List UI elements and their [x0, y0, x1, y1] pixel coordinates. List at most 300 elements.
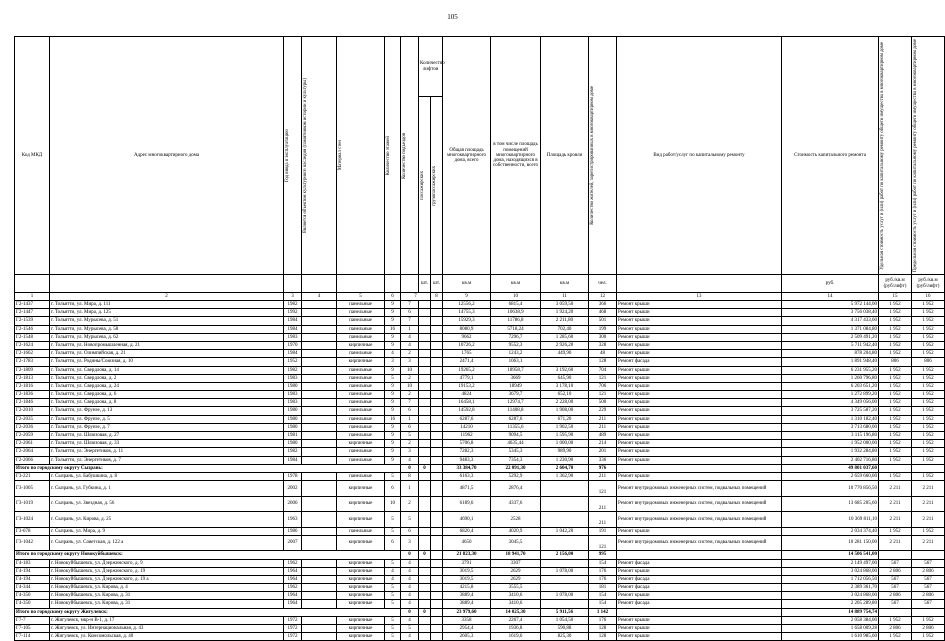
table-cell: Ремонт крыши — [617, 341, 782, 349]
subtotal-cell: 1 142 — [589, 608, 617, 616]
table-cell: 5 — [385, 616, 401, 624]
table-cell — [419, 600, 431, 608]
subtotal-cell — [617, 464, 782, 472]
table-cell: 9552,3 — [491, 341, 541, 349]
table-cell: 1 952 — [879, 399, 912, 407]
table-cell: 5 — [385, 625, 401, 633]
table-cell — [419, 616, 431, 624]
table-cell: 6287,6 — [491, 415, 541, 423]
table-cell: 1962 — [284, 584, 302, 592]
table-cell: 2 806 — [879, 625, 912, 633]
table-cell: 1 952 — [879, 440, 912, 448]
table-cell: 16 — [385, 325, 401, 333]
table-cell: 181 — [589, 584, 617, 592]
table-cell: кирпичные — [337, 535, 385, 551]
table-cell: 1 952 — [879, 407, 912, 415]
table-cell: 1978 — [284, 472, 302, 480]
table-cell: 1984 — [284, 456, 302, 464]
table-cell: 1 285,60 — [541, 333, 589, 341]
table-cell: 2267,4 — [491, 616, 541, 624]
table-cell: 1964 — [284, 575, 302, 583]
table-cell: Г2-1783 — [15, 358, 50, 366]
subtotal-cell — [431, 464, 443, 472]
table-cell: 2 211 — [879, 481, 912, 497]
table-cell: 1 260 796,80 — [782, 374, 879, 382]
table-cell: Г2-1447 — [15, 309, 50, 317]
table-cell: кирпичные — [337, 584, 385, 592]
table-cell: панельные — [337, 407, 385, 415]
table-cell — [302, 391, 337, 399]
subtotal-cell: 23 979,60 — [443, 608, 491, 616]
table-cell: 8 — [401, 472, 419, 480]
table-cell: Г4-350 — [15, 600, 50, 608]
table-cell: 3 192,60 — [541, 366, 589, 374]
table-cell: 9 — [385, 399, 401, 407]
table-cell: г. Тольятти, ул. Свердлова, д. 8 — [50, 399, 284, 407]
table-cell — [419, 350, 431, 358]
table-cell: панельные — [337, 301, 385, 309]
column-number: 8 — [431, 293, 443, 301]
table-cell: Г3-1005 — [15, 481, 50, 497]
table-cell: 1 952 — [879, 633, 912, 641]
table-cell — [302, 432, 337, 440]
header-floors: Количество этажей — [386, 135, 391, 176]
table-cell: 9094,5 — [491, 432, 541, 440]
table-cell: 1984 — [284, 325, 302, 333]
header-owned-area: в том числе площадь помещений многоквартирного дома, находящихся в собственности, всего — [491, 37, 541, 275]
table-cell: 128 — [589, 633, 617, 641]
table-cell: 1 — [401, 481, 419, 497]
table-cell — [302, 440, 337, 448]
table-cell: 1 952 — [912, 440, 945, 448]
unit-cell: руб./кв.м (руб/лифт) — [879, 275, 912, 293]
table-cell: 1 891 948,40 — [782, 358, 879, 366]
table-cell — [431, 496, 443, 512]
table-cell: 1 952 — [912, 350, 945, 358]
table-cell: панельные — [337, 350, 385, 358]
subtotal-row — [15, 551, 945, 559]
column-number: 2 — [50, 293, 284, 301]
table-cell: 3669 — [491, 374, 541, 382]
table-cell: 4 — [401, 592, 419, 600]
table-cell: 1243,2 — [491, 350, 541, 358]
table-cell: 2 205 289,80 — [782, 600, 879, 608]
table-cell: Ремонт крыши — [617, 301, 782, 309]
unit-cell: кв.м — [491, 275, 541, 293]
table-cell: панельные — [337, 325, 385, 333]
table-cell: 1619,6 — [491, 633, 541, 641]
table-cell: 1 054,50 — [541, 616, 589, 624]
table-cell: 1 952 — [912, 407, 945, 415]
table-cell: панельные — [337, 391, 385, 399]
table-cell — [419, 625, 431, 633]
table-cell — [431, 350, 443, 358]
table-cell: 2 — [401, 350, 419, 358]
table-cell: г. Жигулевск, ул. Интернациональная, д. 43 — [50, 625, 284, 633]
table-cell — [419, 423, 431, 431]
column-number: 11 — [541, 293, 589, 301]
subtotal-cell — [879, 464, 912, 472]
table-cell: 1 952 — [879, 448, 912, 456]
table-cell: панельные — [337, 399, 385, 407]
header-lifts-passenger: пассажирских — [420, 171, 425, 201]
table-cell — [419, 374, 431, 382]
table-cell: 1 952 — [879, 456, 912, 464]
table-cell: 2 926,20 — [541, 341, 589, 349]
table-cell: 1 — [401, 415, 419, 423]
table-cell: 6 — [401, 423, 419, 431]
table-cell: 2 806 — [912, 592, 945, 600]
table-cell — [541, 575, 589, 583]
subtotal-cell: 976 — [589, 464, 617, 472]
table-cell: 3 — [401, 535, 419, 551]
table-cell — [302, 472, 337, 480]
table-cell: 121 — [589, 391, 617, 399]
table-cell: 1980 — [284, 415, 302, 423]
table-cell: 4 — [401, 333, 419, 341]
table-cell: 3019,5 — [443, 567, 491, 575]
table-cell: г. Новокуйбышевск, ул. Дзержинского, д. 9 — [50, 559, 284, 567]
table-cell: Г4-350 — [15, 592, 50, 600]
units-row — [15, 275, 945, 293]
table-cell: 1 952 — [879, 325, 912, 333]
table-cell: 4 — [401, 633, 419, 641]
table-cell: 652,10 — [541, 391, 589, 399]
table-cell: 9 — [385, 317, 401, 325]
table-cell: 3889,4 — [443, 592, 491, 600]
table-cell: 121 — [589, 535, 617, 551]
table-cell — [302, 567, 337, 575]
table-row — [15, 567, 945, 575]
table-row — [15, 333, 945, 341]
table-cell — [302, 456, 337, 464]
table-cell: 18958,7 — [491, 366, 541, 374]
table-cell: 1984 — [284, 317, 302, 325]
table-cell: 9483,3 — [443, 456, 491, 464]
table-cell: 1 952 — [912, 448, 945, 456]
table-cell: 1963 — [284, 512, 302, 528]
table-cell — [302, 616, 337, 624]
subtotal-cell: 21 823,30 — [443, 551, 491, 559]
table-cell — [431, 366, 443, 374]
table-row — [15, 301, 945, 309]
table-cell: 1 371 084,80 — [782, 325, 879, 333]
table-cell: 191 — [589, 527, 617, 535]
table-cell: 154 — [589, 592, 617, 600]
table-cell: 1 952 — [912, 309, 945, 317]
table-cell: г. Тольятти, ул. Энергетиков, д. 7 — [50, 456, 284, 464]
table-cell: 1936,8 — [491, 625, 541, 633]
table-cell: панельные — [337, 432, 385, 440]
table-cell: 7 — [401, 301, 419, 309]
table-cell: 590,88 — [541, 625, 589, 633]
table-cell: Г3-1042 — [15, 535, 50, 551]
table-cell — [419, 382, 431, 390]
table-cell — [302, 535, 337, 551]
table-cell: 4337,6 — [491, 496, 541, 512]
table-cell: панельные — [337, 423, 385, 431]
table-cell — [541, 559, 589, 567]
table-row — [15, 382, 945, 390]
table-cell: 1 952 — [912, 391, 945, 399]
table-row — [15, 448, 945, 456]
table-cell: 3 756 038,40 — [782, 309, 879, 317]
table-cell: 199 — [589, 325, 617, 333]
table-cell: 706 — [589, 382, 617, 390]
table-cell — [302, 512, 337, 528]
table-cell: 4 — [401, 575, 419, 583]
table-cell: 3 — [385, 358, 401, 366]
table-cell: 500 — [589, 399, 617, 407]
table-cell — [419, 535, 431, 551]
table-cell: 13 685 205,60 — [782, 496, 879, 512]
table-cell: 489 — [589, 432, 617, 440]
table-cell: 154 — [589, 600, 617, 608]
table-cell — [431, 527, 443, 535]
table-cell: 2 211,80 — [541, 317, 589, 325]
table-cell: 3 713 680,00 — [782, 423, 879, 431]
table-cell: 5 — [385, 527, 401, 535]
table-cell — [431, 374, 443, 382]
column-number: 9 — [443, 293, 491, 301]
table-row — [15, 625, 945, 633]
table-cell: кирпичные — [337, 592, 385, 600]
table-cell — [541, 600, 589, 608]
subtotal-cell: 0 — [401, 551, 419, 559]
table-cell: Ремонт крыши — [617, 448, 782, 456]
table-cell: 1972 — [284, 625, 302, 633]
table-cell: 19153,2 — [443, 382, 491, 390]
table-cell: 1 952 — [879, 301, 912, 309]
table-cell — [302, 350, 337, 358]
table-cell: 3045,5 — [491, 535, 541, 551]
table-cell: 7296,7 — [491, 333, 541, 341]
table-cell: кирпичные — [337, 625, 385, 633]
table-cell — [302, 341, 337, 349]
table-row — [15, 527, 945, 535]
table-cell: 2007 — [284, 535, 302, 551]
subtotal-cell: 14 025,30 — [491, 608, 541, 616]
subtotal-cell: 2 604,70 — [541, 464, 589, 472]
table-cell: 5345,3 — [491, 448, 541, 456]
table-cell — [419, 432, 431, 440]
table-cell: 4 — [401, 341, 419, 349]
table-cell: 1 952 — [912, 366, 945, 374]
table-cell: панельные — [337, 366, 385, 374]
table-cell: 704 — [589, 366, 617, 374]
table-row — [15, 496, 945, 512]
table-cell: Ремонт крыши — [617, 592, 782, 600]
table-cell — [419, 584, 431, 592]
table-cell: 2471,4 — [443, 358, 491, 366]
table-cell: 328 — [589, 341, 617, 349]
table-cell — [431, 448, 443, 456]
table-cell: 1 952 — [912, 472, 945, 480]
table-cell: 4635,44 — [491, 440, 541, 448]
table-cell: 3 — [401, 358, 419, 366]
table-cell: 9 — [385, 448, 401, 456]
table-cell — [302, 575, 337, 583]
table-cell: 3 — [401, 448, 419, 456]
table-cell: 2 — [401, 391, 419, 399]
table-cell: 211 — [589, 423, 617, 431]
table-cell: 2 — [401, 374, 419, 382]
table-cell: Ремонт внутридомовых инженерных систем, подвальных помещений — [617, 481, 782, 497]
table-row — [15, 512, 945, 528]
table-cell: 4 — [401, 567, 419, 575]
table-cell — [419, 567, 431, 575]
header-lifts: Количество лифтов — [419, 37, 443, 97]
table-cell: 1 952 — [879, 415, 912, 423]
table-cell: 3 024 868,00 — [782, 592, 879, 600]
table-cell — [302, 600, 337, 608]
table-cell: 501 — [589, 317, 617, 325]
table-cell: 4871,5 — [443, 481, 491, 497]
table-cell: 12974,7 — [491, 399, 541, 407]
table-cell: г. Новокуйбышевск, ул. Кирова, д. 31 — [50, 600, 284, 608]
table-cell: г. Тольятти, ул. Свердлова, д. 6 — [50, 391, 284, 399]
table-cell: 1 952 — [912, 325, 945, 333]
table-cell: кирпичные — [337, 512, 385, 528]
table-cell: 4779,1 — [443, 374, 491, 382]
table-cell — [419, 440, 431, 448]
table-row — [15, 440, 945, 448]
table-cell: 7 — [401, 399, 419, 407]
subtotal-label: Итого по городскому округу Сызрань: — [15, 464, 401, 472]
table-cell: 11786,8 — [491, 317, 541, 325]
table-cell: г. Жигулевск, мкр-н В-1, д. 17 — [50, 616, 284, 624]
table-cell: 2528 — [491, 512, 541, 528]
table-cell: г. Тольятти, ул. Фрунзе, д. 7 — [50, 423, 284, 431]
table-cell: 6 231 955,20 — [782, 366, 879, 374]
table-cell: 5 — [385, 512, 401, 528]
table-cell: кирпичные — [337, 633, 385, 641]
table-cell: 1 078,00 — [541, 567, 589, 575]
subtotal-label: Итого по городскому округу Жигулевск: — [15, 608, 401, 616]
table-cell: 1972 — [284, 633, 302, 641]
table-cell: 6 — [401, 407, 419, 415]
table-cell: Г2-2066 — [15, 456, 50, 464]
table-cell: 1983 — [284, 333, 302, 341]
table-cell: 1984 — [284, 350, 302, 358]
table-cell: Ремонт крыши — [617, 423, 782, 431]
table-cell — [419, 415, 431, 423]
table-cell: Г2-2061 — [15, 440, 50, 448]
table-cell: 1 595,90 — [541, 432, 589, 440]
table-cell: Г2-2059 — [15, 432, 50, 440]
table-cell: 4 — [385, 567, 401, 575]
table-cell: 3410,6 — [491, 600, 541, 608]
table-cell: панельные — [337, 309, 385, 317]
table-cell: 671,20 — [541, 415, 589, 423]
table-cell: г. Тольятти, ул. Свердлова, д. 14 — [50, 366, 284, 374]
column-number: 4 — [302, 293, 337, 301]
table-cell: 1 952 — [912, 399, 945, 407]
table-cell: 9 — [385, 407, 401, 415]
table-cell: 5 — [385, 374, 401, 382]
table-cell: 1 362,90 — [541, 472, 589, 480]
table-cell: 1986 — [284, 527, 302, 535]
table-cell — [302, 625, 337, 633]
table-cell: кирпичные — [337, 567, 385, 575]
table-cell — [302, 399, 337, 407]
table-cell: 2 — [401, 496, 419, 512]
table-cell: 5 — [385, 559, 401, 567]
table-cell: Ремонт фасада — [617, 559, 782, 567]
table-cell — [431, 472, 443, 480]
table-cell: Ремонт крыши — [617, 527, 782, 535]
table-cell: Ремонт крыши — [617, 382, 782, 390]
subtotal-row — [15, 464, 945, 472]
table-cell: г. Тольятти, ул. Свердлова, д. 2 — [50, 374, 284, 382]
table-cell: г. Тольятти, ул. Свердлова, д. 24 — [50, 382, 284, 390]
table-cell: 9 — [385, 309, 401, 317]
table-cell: 702,40 — [541, 325, 589, 333]
table-cell: 4 317 433,60 — [782, 317, 879, 325]
table-cell: 1980 — [284, 407, 302, 415]
table-cell — [302, 584, 337, 592]
table-cell: 14210 — [443, 423, 491, 431]
table-cell: 3555,5 — [491, 584, 541, 592]
unit-cell: шт. — [419, 275, 431, 293]
table-cell: 1964 — [284, 600, 302, 608]
subtotal-cell: 2 156,00 — [541, 551, 589, 559]
column-number: 3 — [284, 293, 302, 301]
table-cell: 1983 — [284, 374, 302, 382]
table-cell: 645,90 — [541, 374, 589, 382]
table-cell — [541, 584, 589, 592]
table-cell — [419, 325, 431, 333]
header-work-type: Вид работ/услуг по капитальному ремонту — [617, 37, 782, 275]
table-cell — [431, 633, 443, 641]
table-cell: г. Тольятти, ул. Мира, д. 125 — [50, 309, 284, 317]
header-address: Адрес многоквартирного дома — [50, 37, 284, 275]
table-row — [15, 575, 945, 583]
table-cell: 1 952 — [879, 616, 912, 624]
table-cell: 6 — [401, 309, 419, 317]
table-cell: 2 058 384,00 — [782, 616, 879, 624]
header-mkd-code: Код МКД — [15, 37, 50, 275]
table-cell: г. Новокуйбышевск, ул. Дзержинского, д. 19 а — [50, 575, 284, 583]
subtotal-label: Итого по городскому округу Новокуйбышевск: — [15, 551, 401, 559]
table-cell: кирпичные — [337, 358, 385, 366]
table-cell: 1 952 — [912, 374, 945, 382]
table-cell: 4215,8 — [443, 584, 491, 592]
subtotal-cell — [617, 551, 782, 559]
table-cell: 11408,8 — [491, 407, 541, 415]
unit-cell: руб. — [782, 275, 879, 293]
table-cell: Ремонт крыши — [617, 440, 782, 448]
table-cell: 9662 — [443, 333, 491, 341]
table-cell: 1 310 182,40 — [782, 415, 879, 423]
unit-cell: кв.м — [443, 275, 491, 293]
column-number: 5 — [337, 293, 385, 301]
table-cell: 1 902,50 — [541, 423, 589, 431]
table-cell: 1 952 — [879, 527, 912, 535]
table-cell: 567 — [912, 600, 945, 608]
table-cell: 3 024 868,00 — [782, 567, 879, 575]
table-row — [15, 559, 945, 567]
table-cell: 567 — [879, 559, 912, 567]
table-cell: 825,30 — [541, 633, 589, 641]
table-cell: Г4-183 — [15, 559, 50, 567]
table-cell: 1962 — [284, 559, 302, 567]
table-cell: Г7-7 — [15, 616, 50, 624]
table-cell: Г2-1836 — [15, 391, 50, 399]
table-cell: 806 — [879, 358, 912, 366]
table-cell: 6820,4 — [443, 527, 491, 535]
table-cell: 1 952 — [912, 301, 945, 309]
